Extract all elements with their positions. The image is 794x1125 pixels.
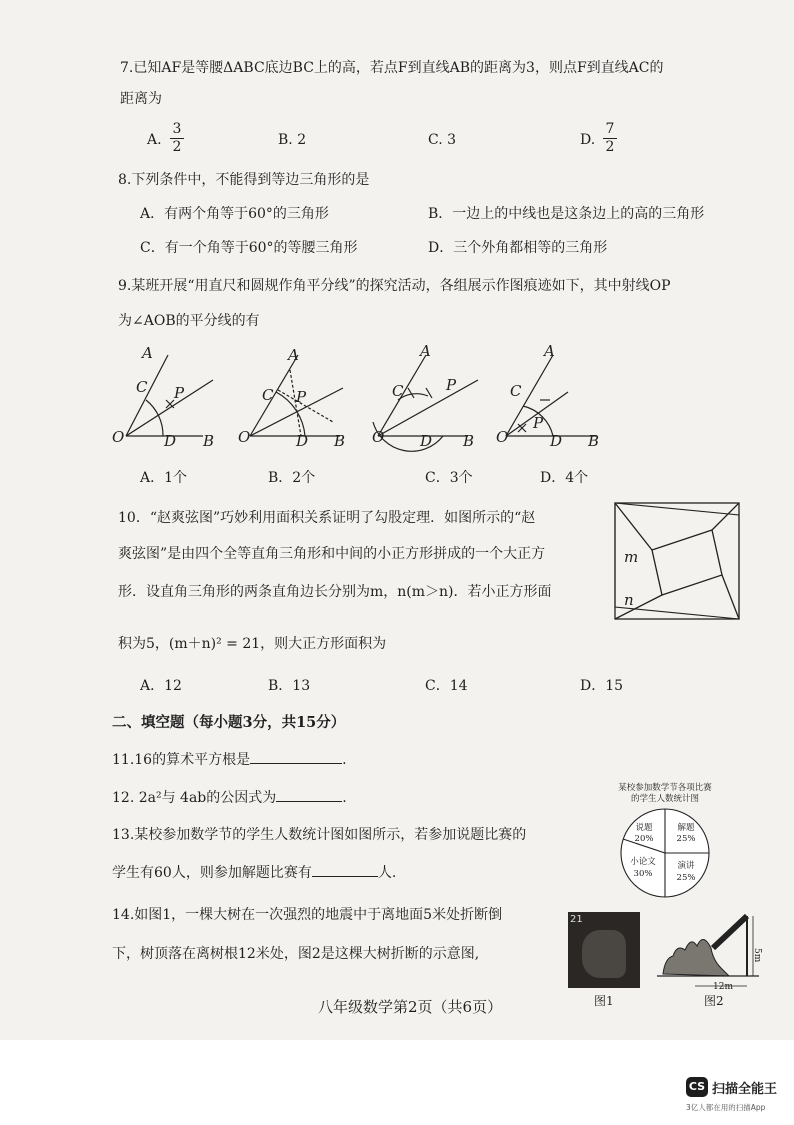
pie-slice-yanjiang-name: 演讲	[677, 861, 695, 871]
q8-option-a: A．有两个角等于60°的三角形	[140, 206, 329, 222]
q9-line1: 9.某班开展“用直尺和圆规作角平分线”的探究活动，各组展示作图痕迹如下，其中射线OP	[118, 278, 671, 294]
q9-option-c: C．3个	[425, 470, 473, 486]
svg-text:A: A	[544, 342, 555, 360]
svg-text:P: P	[446, 376, 457, 394]
q8-option-d: D．三个外角都相等的三角形	[428, 240, 608, 256]
pie-chart	[600, 780, 730, 900]
pie-slice-shuoti-pct: 20%	[634, 834, 654, 844]
section-title: 二、填空题（每小题3分，共15分）	[112, 714, 346, 731]
q7-d-numerator: 7	[605, 121, 615, 137]
svg-text:C: C	[510, 382, 522, 400]
q9-option-a: A．1个	[140, 470, 188, 486]
q7-option-d-label: D.	[580, 132, 596, 148]
svg-text:B: B	[203, 432, 215, 450]
pie-slice-yanjiang-pct: 25%	[676, 873, 696, 883]
q9-construction-figures	[108, 340, 608, 455]
svg-text:B: B	[588, 432, 600, 450]
svg-text:A: A	[288, 346, 299, 364]
q14-line1: 14.如图1，一棵大树在一次强烈的地震中于离地面5米处折断倒	[112, 907, 503, 923]
svg-text:A: A	[420, 342, 431, 360]
svg-text:B: B	[334, 432, 346, 450]
page-footer: 八年级数学第2页（共6页）	[318, 998, 503, 1016]
q9-option-d: D．4个	[540, 470, 589, 486]
diagram-label-m: m	[624, 548, 639, 566]
q7-option-c: C. 3	[428, 132, 457, 148]
svg-text:O: O	[238, 428, 251, 446]
svg-text:P: P	[174, 384, 185, 402]
q9-line2: 为∠AOB的平分线的有	[118, 313, 260, 329]
q10-line2: 爽弦图”是由四个全等直角三角形和中间的小正方形拼成的一个大正方	[118, 546, 546, 562]
svg-text:C: C	[136, 378, 148, 396]
diagram-label-n: n	[624, 591, 634, 609]
q10-line1: 10．“赵爽弦图”巧妙利用面积关系证明了勾股定理．如图所示的“赵	[118, 510, 536, 526]
q10-option-a: A．12	[140, 678, 182, 694]
q7-option-d-fraction	[603, 122, 617, 156]
zhaoshuang-diagram	[612, 500, 742, 622]
watermark-name: 扫描全能王	[712, 1082, 778, 1097]
svg-text:O: O	[372, 428, 385, 446]
pie-slice-xiaolunwen-pct: 30%	[633, 869, 653, 879]
svg-text:O: O	[112, 428, 125, 446]
q10-line3: 形．设直角三角形的两条直角边长分别为m，n(m＞n)．若小正方形面	[118, 584, 552, 600]
q12: 12. 2a²与 4ab的公因式为 .	[112, 790, 347, 806]
q10-option-b: B．13	[268, 678, 311, 694]
broken-tree-diagram	[655, 898, 765, 994]
q12-answer-blank	[276, 801, 342, 802]
fig1-caption: 图1	[594, 994, 614, 1008]
pie-slice-xiaolunwen-name: 小论文	[630, 857, 656, 867]
svg-text:D: D	[420, 432, 433, 450]
pie-slice-jieti-pct: 25%	[676, 834, 696, 844]
fig2-caption: 图2	[704, 994, 724, 1008]
watermark-subtitle: 3亿人都在用的扫描App	[686, 1103, 766, 1112]
q10-option-c: C．14	[425, 678, 468, 694]
pie-slice-shuoti-name: 说题	[635, 823, 653, 833]
q8-option-c: C．有一个角等于60°的等腰三角形	[140, 240, 358, 256]
tree-photo: 21	[568, 912, 640, 988]
fig2-width-label: 12m	[713, 982, 733, 992]
svg-text:C: C	[262, 386, 274, 404]
q7-a-numerator: 3	[172, 121, 182, 137]
q9-option-b: B．2个	[268, 470, 316, 486]
fig2-height-label: 5m	[752, 948, 762, 963]
q7-option-a-label: A.	[147, 132, 162, 148]
pie-title-line2: 的学生人数统计图	[630, 794, 700, 804]
svg-text:B: B	[463, 432, 475, 450]
q10-option-d: D．15	[580, 678, 624, 694]
svg-text:D: D	[550, 432, 563, 450]
svg-text:A: A	[142, 344, 153, 362]
svg-text:O: O	[496, 428, 509, 446]
svg-text:P: P	[296, 388, 307, 406]
q7-a-denominator: 2	[172, 139, 182, 156]
svg-text:C: C	[392, 382, 404, 400]
q13-line2: 学生有60人，则参加解题比赛有 人.	[112, 865, 397, 881]
q11: 11.16的算术平方根是 .	[112, 752, 347, 768]
q14-line2: 下，树顶落在离树根12米处，图2是这棵大树折断的示意图,	[112, 946, 480, 962]
q13-answer-blank	[312, 876, 378, 877]
svg-text:D: D	[164, 432, 177, 450]
pie-title-line1: 某校参加数学节各项比赛	[618, 783, 712, 793]
q11-answer-blank	[250, 763, 342, 764]
q10-line4: 积为5，(m＋n)² = 21，则大正方形面积为	[118, 636, 387, 652]
q13-line1: 13.某校参加数学节的学生人数统计图如图所示，若参加说题比赛的	[112, 827, 527, 843]
q7-option-b: B. 2	[278, 132, 307, 148]
q7-line1: 7.已知AF是等腰ΔABC底边BC上的高，若点F到直线AB的距离为3，则点F到直线AC的	[120, 60, 664, 76]
q8-stem: 8.下列条件中，不能得到等边三角形的是	[118, 172, 370, 188]
q7-option-a-fraction	[170, 122, 184, 156]
q7-line2: 距离为	[120, 91, 162, 107]
q8-option-b: B．一边上的中线也是这条边上的高的三角形	[428, 206, 705, 222]
svg-text:P: P	[533, 414, 544, 432]
q7-d-denominator: 2	[605, 139, 615, 156]
camscanner-logo-icon: CS	[686, 1077, 708, 1097]
pie-slice-jieti-name: 解题	[677, 823, 695, 833]
svg-text:D: D	[296, 432, 309, 450]
